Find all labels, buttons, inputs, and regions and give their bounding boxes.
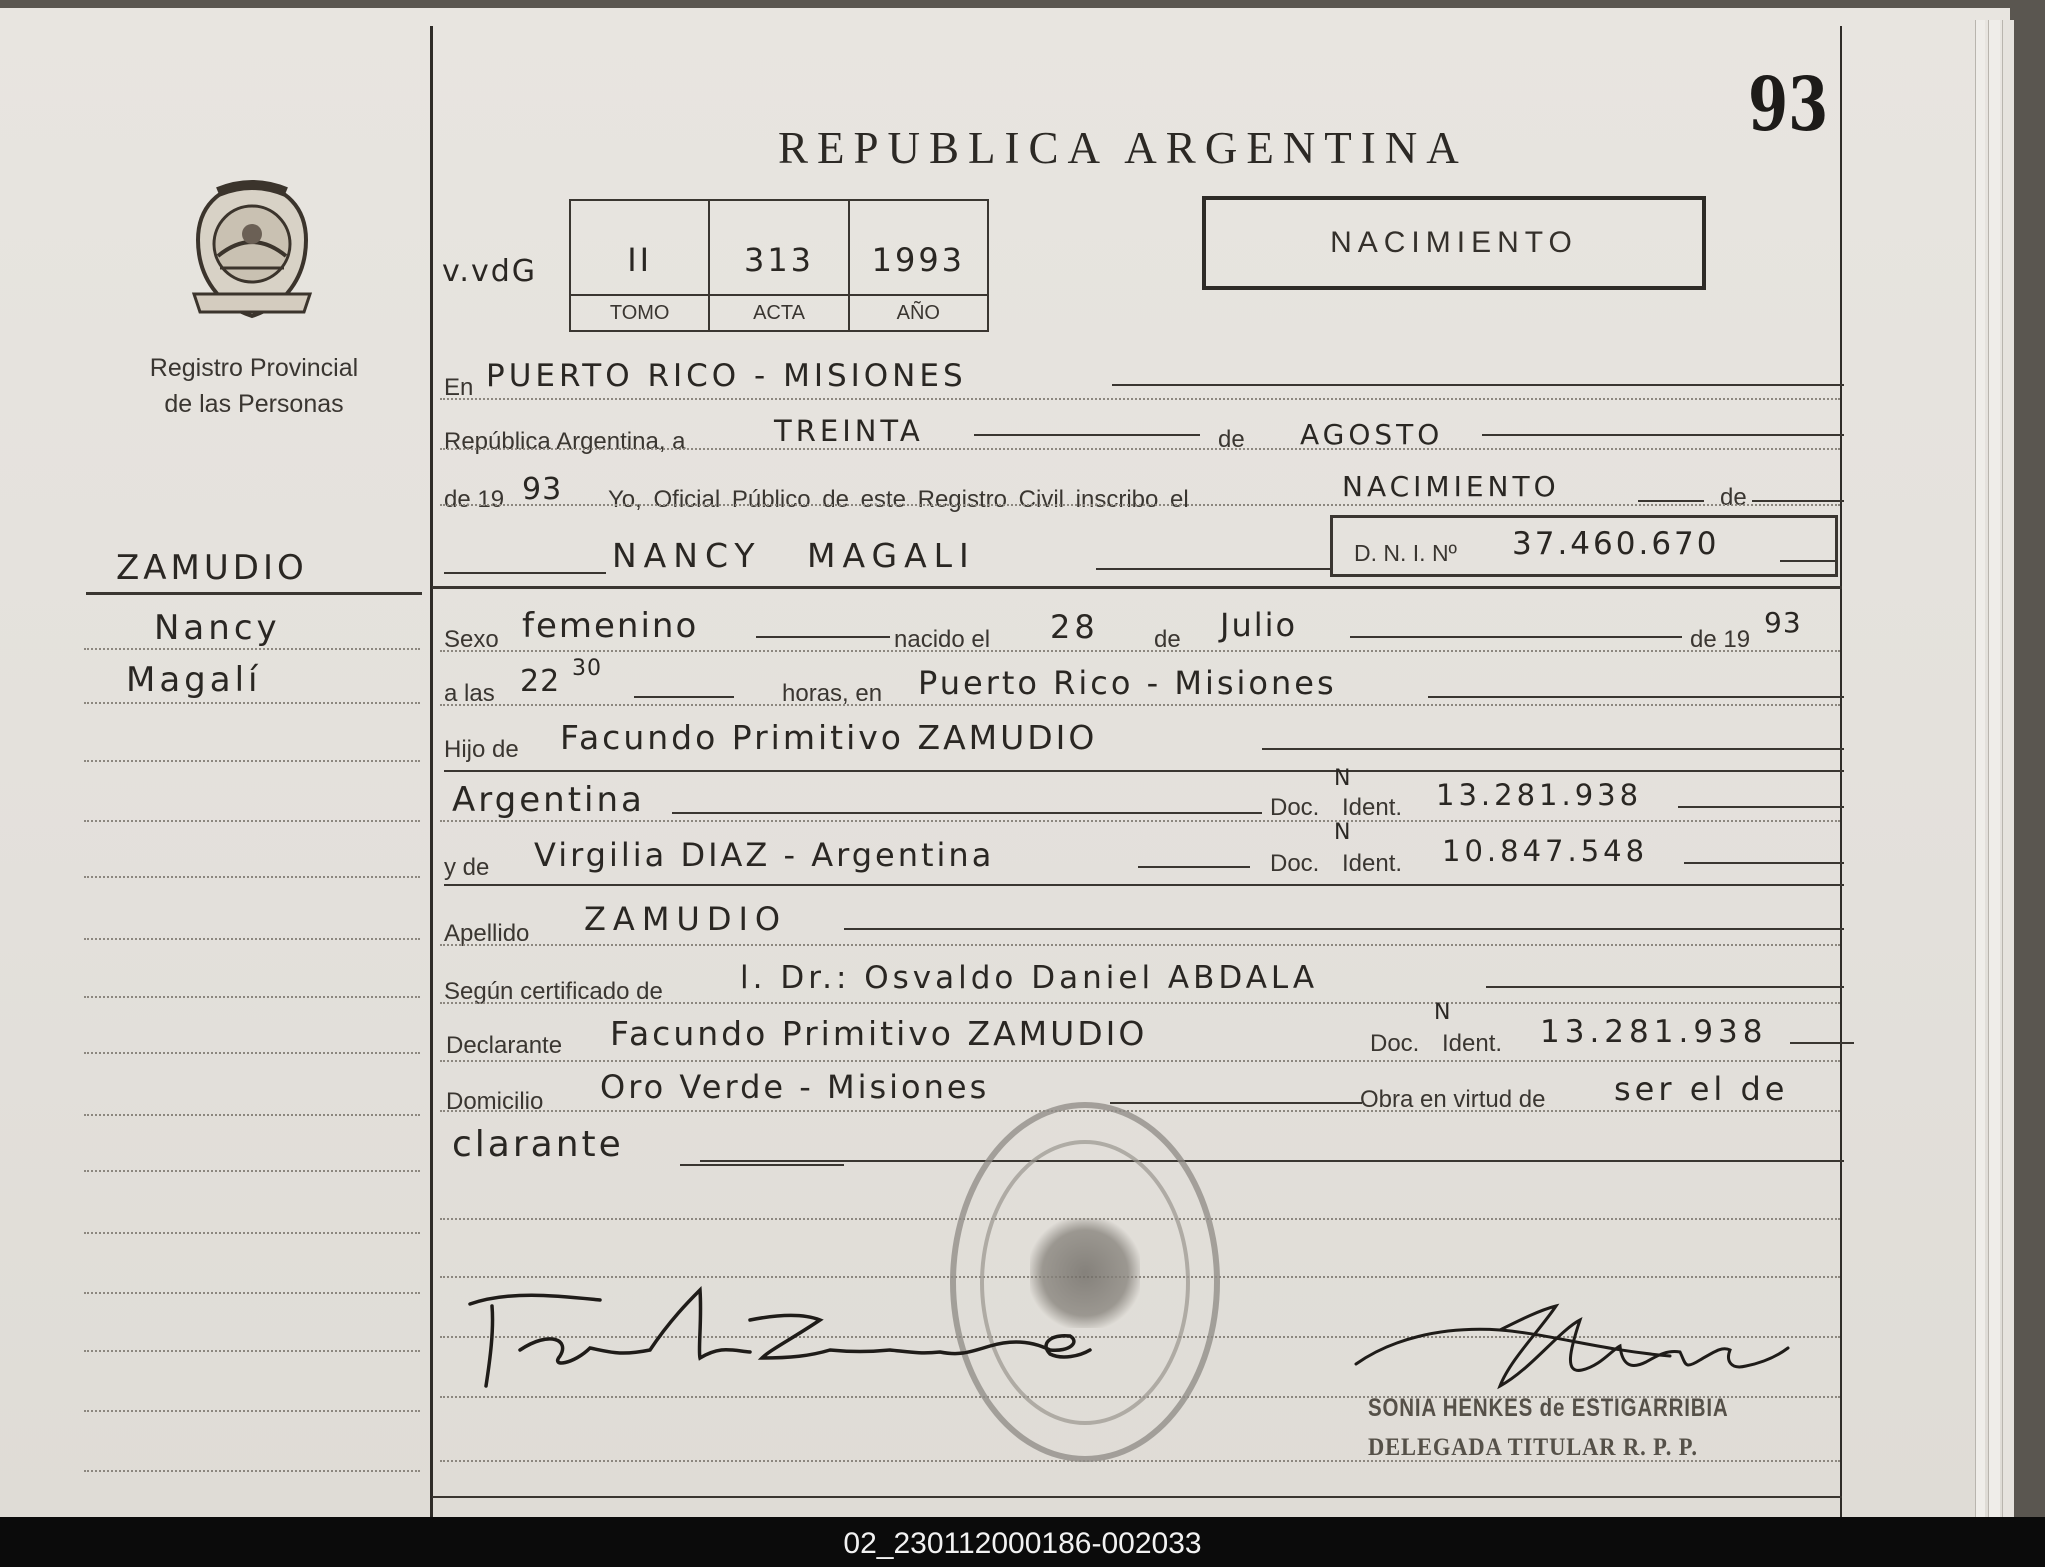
domicilio-label: Domicilio [446, 1088, 544, 1115]
fill-line [1684, 862, 1844, 864]
fill-line [844, 928, 1844, 930]
fill-line [1262, 748, 1844, 750]
image-footer [0, 1517, 2045, 1567]
alas-label: a las [444, 680, 495, 707]
certifier-value: l. Dr.: Osvaldo Daniel ABDALA [740, 960, 1319, 996]
fill-line [444, 572, 606, 574]
obra-label: Obra en virtud de [1360, 1086, 1546, 1113]
fill-line [974, 434, 1200, 436]
row-dotline [440, 650, 1840, 652]
domicilio-value: Oro Verde - Misiones [600, 1068, 990, 1106]
record-table [569, 199, 989, 332]
row-dotline [440, 820, 1840, 822]
fill-line [1780, 560, 1836, 562]
fill-line [1350, 636, 1682, 638]
obra-value-1: ser el de [1614, 1070, 1789, 1108]
mother-doc-value: 10.847.548 [1442, 834, 1649, 868]
apellido-label: Apellido [444, 920, 530, 947]
horas-label: horas, en [782, 680, 883, 707]
margin-second-name: Magalí [126, 660, 262, 700]
row-dotline [440, 704, 1840, 706]
time-hour: 22 [520, 664, 561, 699]
father-doc-value: 13.281.938 [1436, 778, 1643, 812]
obra-value-2: clarante [452, 1124, 624, 1165]
acta-cell [710, 201, 849, 330]
republica-label: República Argentina, a [444, 428, 686, 455]
ident-prefix: N [1334, 820, 1351, 845]
margin-dotline [84, 820, 420, 822]
yde-label: y de [444, 854, 490, 881]
ident-label: Ident. [1342, 850, 1403, 877]
section-rule [444, 884, 1844, 886]
row-dotline [440, 944, 1840, 946]
margin-dotline [84, 702, 420, 704]
official-name: SONIA HENKES de ESTIGARRIBIA [1368, 1394, 1729, 1422]
margin-dotline [84, 648, 420, 650]
misiones-seal-icon [188, 178, 316, 328]
fill-line [1096, 568, 1330, 570]
file-id: 02_230112000186-002033 [843, 1527, 1202, 1560]
margin-dotline [84, 1232, 420, 1234]
official-title: DELEGADA TITULAR R. P. P. [1368, 1434, 1698, 1461]
fill-line [756, 636, 890, 638]
ano-cell [850, 201, 987, 330]
margin-name-rule [86, 592, 422, 595]
apellido-value: ZAMUDIO [584, 900, 788, 938]
ident-label: Ident. [1342, 794, 1403, 821]
father-nationality: Argentina [452, 780, 645, 820]
declarante-doc-value: 13.281.938 [1540, 1014, 1768, 1050]
de-label: de [1218, 426, 1245, 453]
sexo-label: Sexo [444, 626, 499, 653]
margin-dotline [84, 1170, 420, 1172]
birth-place-value: Puerto Rico - Misiones [918, 664, 1337, 702]
declarant-signature-icon [450, 1260, 1100, 1400]
fill-line [1678, 806, 1844, 808]
ident-prefix: N [1434, 1000, 1451, 1025]
fill-line [1752, 500, 1844, 502]
doc-label: Doc. [1370, 1030, 1420, 1057]
sheet-number: 93 [1748, 62, 1829, 148]
de-label-3: de [1154, 626, 1181, 653]
mother-value: Virgilia DIAZ - Argentina [534, 836, 995, 874]
official-signature-icon [1350, 1290, 1790, 1410]
margin-dotline [84, 1114, 420, 1116]
segun-label: Según certificado de [444, 978, 663, 1005]
event-value: NACIMIENTO [1342, 470, 1560, 503]
ano-label: AÑO [850, 294, 987, 330]
de-label-2: de [1720, 484, 1747, 511]
row-dotline [440, 448, 1840, 450]
section-rule [700, 1160, 1844, 1162]
row-dotline [440, 504, 1840, 506]
fill-line [1486, 986, 1844, 988]
tomo-label: TOMO [571, 294, 708, 330]
margin-dotline [84, 996, 420, 998]
place-value: PUERTO RICO - MISIONES [486, 358, 967, 394]
doc-label: Doc. [1270, 794, 1320, 821]
tomo-cell [571, 201, 710, 330]
fill-line [1138, 866, 1250, 868]
dni-value: 37.460.670 [1512, 526, 1720, 562]
margin-dotline [84, 1470, 420, 1472]
ano-value: 1993 [871, 241, 966, 279]
margin-dotline [84, 1410, 420, 1412]
margin-dotline [84, 760, 420, 762]
hijo-label: Hijo de [444, 736, 519, 763]
time-minute: 30 [572, 656, 602, 681]
ident-label: Ident. [1442, 1030, 1503, 1057]
row-dotline [440, 1060, 1840, 1062]
day-words-value: TREINTA [774, 414, 924, 448]
page-edge [1975, 20, 1985, 1517]
fill-line [1112, 384, 1844, 386]
fill-line [1428, 696, 1844, 698]
margin-dotline [84, 1350, 420, 1352]
birth-month-value: Julio [1220, 606, 1298, 644]
margin-first-name: Nancy [154, 608, 281, 648]
row-dotline [440, 1002, 1840, 1004]
bottom-rule [432, 1496, 1842, 1498]
margin-dotline [84, 876, 420, 878]
fill-line [1790, 1042, 1854, 1044]
fill-line [634, 696, 734, 698]
fill-line [1482, 434, 1844, 436]
section-rule [444, 770, 1844, 772]
page-edge [2002, 20, 2014, 1517]
margin-dotline [84, 1052, 420, 1054]
nacido-label: nacido el [894, 626, 991, 653]
en-label: En [444, 374, 474, 401]
year-suffix: 93 [522, 472, 563, 507]
acta-label: ACTA [710, 294, 847, 330]
section-rule [432, 586, 1842, 589]
year-prefix: de 19 [444, 486, 505, 513]
fill-line [1638, 500, 1704, 502]
fill-line [680, 1164, 844, 1166]
registry-name-line1: Registro Provincial [149, 354, 359, 382]
row-dotline [440, 1110, 1840, 1112]
month-value: AGOSTO [1300, 418, 1444, 451]
tomo-value: II [627, 241, 653, 279]
margin-surname: ZAMUDIO [116, 548, 308, 588]
record-type-box: NACIMIENTO [1202, 196, 1706, 290]
birth-day-value: 28 [1050, 608, 1099, 646]
dni-label: D. N. I. Nº [1354, 540, 1457, 566]
declarante-value: Facundo Primitivo ZAMUDIO [610, 1014, 1148, 1053]
fill-line [672, 812, 1262, 814]
father-value: Facundo Primitivo ZAMUDIO [560, 718, 1098, 757]
birth-year-prefix: de 19 [1690, 626, 1751, 653]
row-dotline [440, 398, 1840, 400]
acta-value: 313 [743, 241, 815, 279]
margin-dotline [84, 1292, 420, 1294]
registrar-text: Yo, Oficial Público de este Registro Civil inscribo el [608, 486, 1189, 513]
office-code: v.vdG [442, 254, 538, 289]
ident-prefix: N [1334, 766, 1351, 791]
declarante-label: Declarante [446, 1032, 563, 1059]
birth-year-suffix: 93 [1764, 606, 1802, 639]
page-edge [1988, 20, 2000, 1517]
person-name-value: NANCY MAGALI [612, 536, 976, 575]
sexo-value: femenino [522, 606, 699, 646]
registry-name-line2: de las Personas [164, 390, 344, 418]
margin-rule [430, 26, 433, 1517]
fill-line [1110, 1102, 1362, 1104]
doc-label: Doc. [1270, 850, 1320, 877]
margin-dotline [84, 938, 420, 940]
page-title: REPUBLICA ARGENTINA [778, 123, 1468, 173]
